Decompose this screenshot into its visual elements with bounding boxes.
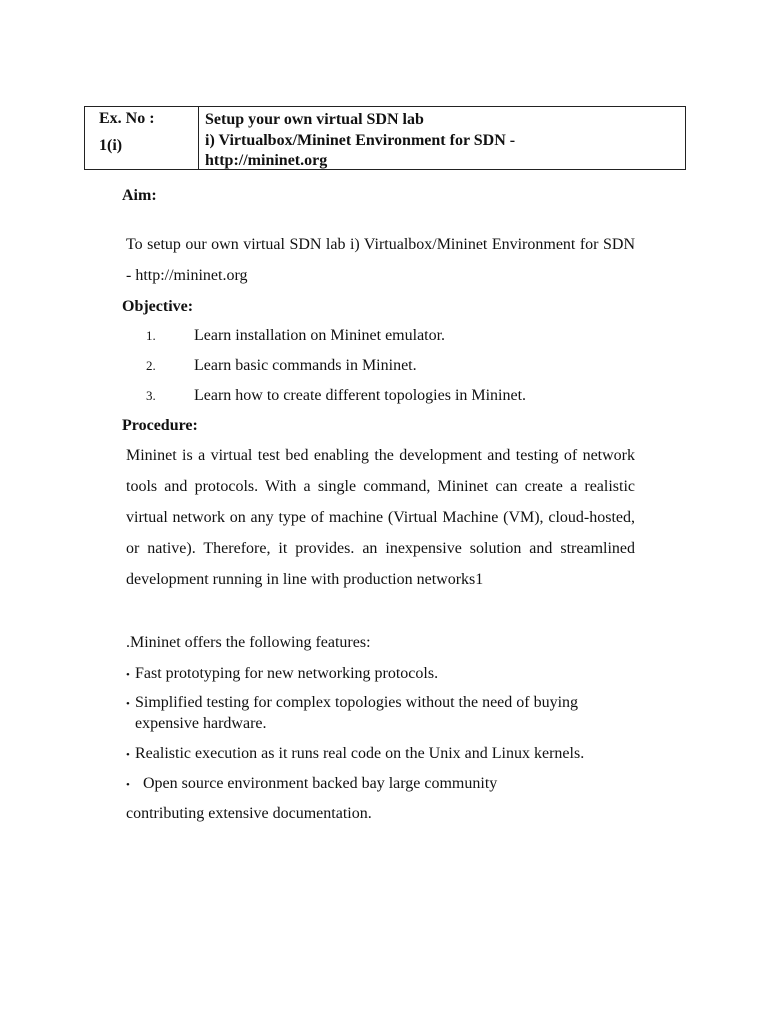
feature-item bbox=[126, 774, 646, 795]
bullet-icon: • bbox=[126, 669, 130, 681]
feature-text: Simplified testing for complex topologies without the need of buying bbox=[135, 694, 579, 711]
exercise-number-value: 1(i) bbox=[99, 137, 123, 154]
objective-item bbox=[146, 327, 445, 345]
objective-item-number: 3. bbox=[146, 388, 156, 403]
feature-text: Realistic execution as it runs real code on the Unix and Linux kernels. bbox=[135, 745, 585, 762]
exercise-title-line-3: http://mininet.org bbox=[205, 152, 328, 169]
feature-item bbox=[126, 744, 646, 765]
exercise-number-cell bbox=[85, 107, 199, 169]
bullet-icon: • bbox=[126, 749, 130, 761]
exercise-title-cell bbox=[199, 107, 685, 169]
objective-heading: Objective: bbox=[122, 298, 194, 315]
aim-heading: Aim: bbox=[122, 187, 157, 204]
objective-item-number: 2. bbox=[146, 358, 156, 373]
features-intro: .Mininet offers the following features: bbox=[126, 634, 371, 651]
objective-item bbox=[146, 357, 417, 375]
feature-text: Open source environment backed bay large community bbox=[143, 775, 498, 792]
exercise-number-label: Ex. No : bbox=[99, 110, 155, 127]
objective-item-number: 1. bbox=[146, 328, 156, 343]
bullet-icon: • bbox=[126, 698, 130, 710]
objective-item-text: Learn installation on Mininet emulator. bbox=[194, 327, 446, 344]
procedure-heading: Procedure: bbox=[122, 417, 198, 434]
feature-item bbox=[126, 693, 646, 734]
objective-item bbox=[146, 387, 526, 405]
feature-item bbox=[126, 664, 646, 685]
feature-text-continued: expensive hardware. bbox=[135, 715, 267, 732]
objective-item-text: Learn basic commands in Mininet. bbox=[194, 357, 417, 374]
features-closing: contributing extensive documentation. bbox=[126, 805, 372, 822]
aim-text: To setup our own virtual SDN lab i) Virtualbox/Mininet Environment for SDN - http://mininet.org bbox=[126, 236, 635, 284]
exercise-title-line-2: i) Virtualbox/Mininet Environment for SDN - bbox=[205, 131, 516, 149]
objective-item-text: Learn how to create different topologies in Mininet. bbox=[194, 387, 527, 404]
bullet-icon: • bbox=[126, 779, 130, 791]
procedure-paragraph: Mininet is a virtual test bed enabling the development and testing of network tools and protocols. With a single command, Mininet can create a realistic virtual network on any type of machine (Virtual Machine (VM), cloud-hosted, or native). Therefore, it provides. an inexpensive solution and streamlined development running in line with production networks1 bbox=[126, 447, 635, 588]
exercise-title-line-1: Setup your own virtual SDN lab bbox=[205, 111, 424, 128]
exercise-header-table bbox=[84, 106, 686, 170]
feature-text: Fast prototyping for new networking protocols. bbox=[135, 665, 439, 682]
